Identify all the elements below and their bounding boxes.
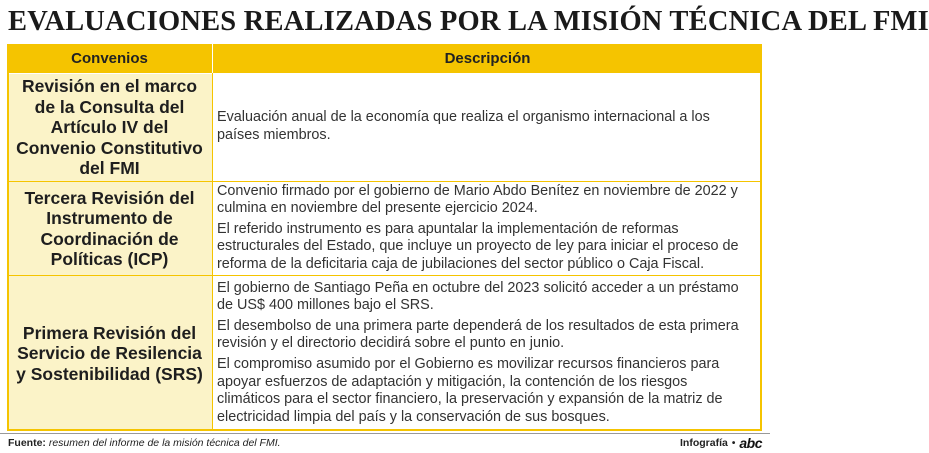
- convenio-cell: Tercera Revisión del Instrumento de Coordinación de Políticas (ICP): [7, 182, 212, 275]
- table-row: [7, 182, 762, 275]
- convenio-cell: Revisión en el marco de la Consulta del Artículo IV del Convenio Constitutivo del FMI: [7, 74, 212, 181]
- table-border-right: [760, 44, 762, 431]
- column-divider: [212, 73, 213, 431]
- description-paragraph: El gobierno de Santiago Peña en octubre del 2023 solicitó acceder a un préstamo de US$ 400 millones bajo el SRS.: [217, 279, 739, 314]
- source-text: resumen del informe de la misión técnica del FMI.: [48, 437, 281, 449]
- description-cell: [213, 182, 762, 275]
- source-note: [8, 437, 281, 449]
- description-paragraph: El compromiso asumido por el Gobierno es movilizar recursos financieros para apoyar esfuerzos de adaptación y mitigación, la contención de los riesgos climáticos para el sector financiero, la preservación y expansión de la matriz de electricidad limpia del país y la conservación de sus bosques.: [217, 356, 723, 425]
- column-header-descripcion: Descripción: [213, 44, 762, 73]
- row-divider: [7, 181, 762, 182]
- source-label: Fuente:: [8, 437, 46, 449]
- description-paragraph: El referido instrumento es para apuntalar la implementación de reformas estructurales del Estado, que incluye un proyecto de ley para iniciar el proceso de reforma de la deficitaria caja de jubilaciones del sector público o Caja Fiscal.: [217, 220, 739, 272]
- infographic-title: EVALUACIONES REALIZADAS POR LA MISIÓN TÉCNICA DEL FMI: [8, 6, 929, 37]
- credit: [680, 435, 762, 451]
- description-cell: [213, 276, 762, 431]
- footer-divider: [0, 433, 770, 434]
- table-border-left: [7, 44, 9, 431]
- credit-separator: •: [731, 437, 736, 449]
- table-row: [7, 276, 762, 431]
- convenio-cell: Primera Revisión del Servicio de Resilencia y Sostenibilidad (SRS): [7, 276, 212, 431]
- description-paragraph: El desembolso de una primera parte dependerá de los resultados de esta primera revisión y el directorio decidirá sobre el punto en junio.: [217, 317, 739, 352]
- row-divider: [7, 275, 762, 276]
- abc-logo: abc: [739, 435, 762, 451]
- evaluations-table: [7, 44, 762, 431]
- credit-label: Infografía: [680, 437, 728, 449]
- table-row: [7, 74, 762, 181]
- description-paragraph: Evaluación anual de la economía que realiza el organismo internacional a los países miembros.: [217, 109, 710, 143]
- table-border-bottom: [7, 429, 762, 431]
- column-header-convenios: Convenios: [7, 44, 212, 73]
- description-paragraph: Convenio firmado por el gobierno de Mario Abdo Benítez en noviembre de 2022 y culmina en noviembre del presente ejercicio 2024.: [217, 182, 738, 217]
- description-cell: [213, 74, 762, 181]
